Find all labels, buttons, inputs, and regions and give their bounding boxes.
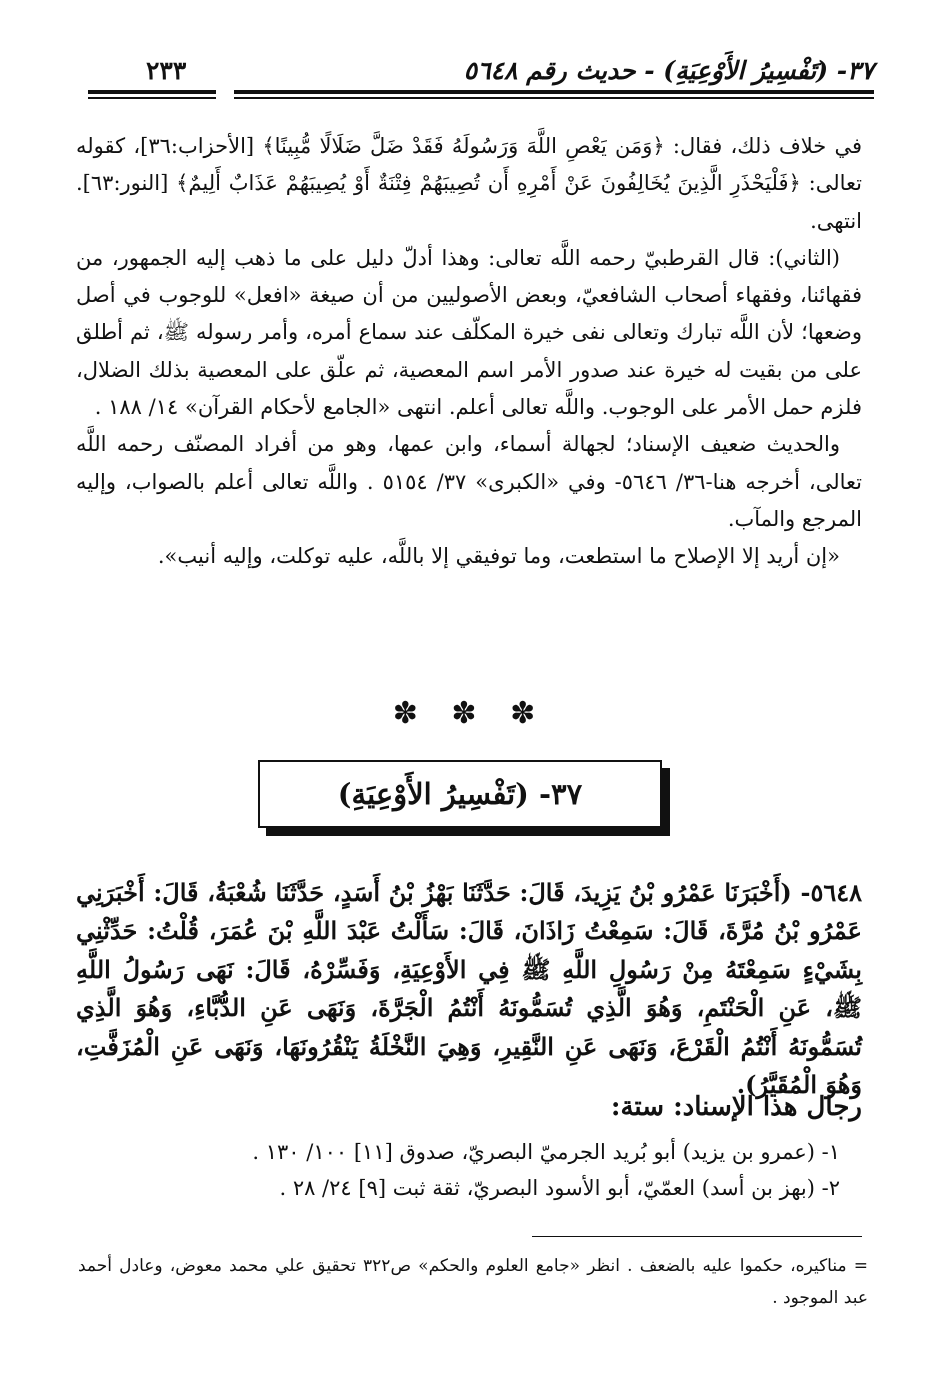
page-header xyxy=(88,54,874,104)
chapter-heading-box xyxy=(258,760,662,828)
page-number: ٢٣٣ xyxy=(146,56,187,85)
footnote xyxy=(78,1250,868,1314)
header-double-rule xyxy=(234,90,874,99)
header-double-rule-short xyxy=(88,90,216,99)
narrators-heading: رجال هذا الإسناد: ستة: xyxy=(610,1092,862,1122)
section-separator: ✽ ✽ ✽ xyxy=(392,696,548,731)
paragraph: في خلاف ذلك، فقال: ﴿وَمَن يَعْصِ اللَّهَ وَرَسُولَهُ فَقَدْ ضَلَّ ضَلَالًا مُّبِينًا﴾ [الأحزاب:٣٦]، كقوله تعالى: ﴿فَلْيَحْذَرِ الَّذِينَ يُخَالِفُونَ عَنْ أَمْرِهِ أَن تُصِيبَهُمْ فِتْنَةٌ أَوْ يُصِيبَهُمْ عَذَابٌ أَلِيمٌ﴾ [النور:٦٣]. انتهى. xyxy=(76,134,862,233)
hadith-text xyxy=(76,874,862,1104)
running-head: ٣٧- (تَفْسِيرُ الأَوْعِيَةِ) - حديث رقم ٥٦٤٨ xyxy=(463,56,874,85)
hadith-paragraph: ٥٦٤٨- (أَخْبَرَنَا عَمْرُو بْنُ يَزِيدَ، قَالَ: حَدَّثَنَا بَهْزُ بْنُ أَسَدٍ، حَدَّثَنَا شُعْبَةُ، قَالَ: أَخْبَرَنِي عَمْرُو بْنُ مُرَّةَ، قَالَ: سَمِعْتُ زَاذَانَ، قَالَ: سَأَلْتُ عَبْدَ اللَّهِ بْنَ عُمَرَ، قُلْتُ: حَدِّثْنِي بِشَيْءٍ سَمِعْتَهُ مِنْ رَسُولِ اللَّهِ ﷺ فِي الأَوْعِيَةِ، وَفَسِّرْهُ، قَالَ: نَهَى رَسُولُ اللَّهِ ﷺ، عَنِ الْحَنْتَمِ، وَهُوَ الَّذِي تُسَمُّونَهُ أَنْتُمُ الْجَرَّةَ، وَنَهَى عَنِ الدُّبَّاءِ، وَهُوَ الَّذِي تُسَمُّونَهُ أَنْتُمُ الْقَرْعَ، وَنَهَى عَنِ النَّقِيرِ، وَهِيَ النَّخْلَةُ يَنْقُرُونَهَا، وَنَهَى عَنِ الْمُزَفَّتِ، وَهُوَ الْمُقَيَّرُ). xyxy=(76,878,863,1100)
paragraph: والحديث ضعيف الإسناد؛ لجهالة أسماء، وابن عمها، وهو من أفراد المصنّف رحمه اللَّه تعالى، أخرجه هنا-٣٦/ ٥٦٤٦- وفي «الكبرى» ٣٧/ ٥١٥٤ . واللَّه تعالى أعلم بالصواب، وإليه المرجع والمآب. xyxy=(76,432,862,531)
narrators-list xyxy=(100,1134,840,1206)
paragraph: «إن أريد إلا الإصلاح ما استطعت، وما توفيقي إلا باللَّه، عليه توكلت، وإليه أنيب». xyxy=(157,544,840,569)
footnote-divider xyxy=(532,1236,862,1237)
chapter-title: ٣٧- (تَفْسِيرُ الأَوْعِيَةِ) xyxy=(337,777,583,811)
paragraph: (الثاني): قال القرطبيّ رحمه اللَّه تعالى: وهذا أدلّ دليل على ما ذهب إليه الجمهور، من فقهائنا، وفقهاء أصحاب الشافعيّ، وبعض الأصوليين من أن صيغة «افعل» للوجوب في أصل وضعها؛ لأن اللَّه تبارك وتعالى نفى خيرة المكلّف عند سماع أمره، وأمر رسوله ﷺ، ثم أطلق على من بقيت له خيرة عند صدور الأمر اسم المعصية، ثم علّق على المعصية بذلك الضلال، فلزم حمل الأمر على الوجوب. واللَّه تعالى أعلم. انتهى «الجامع لأحكام القرآن» ١٤/ ١٨٨ . xyxy=(76,245,862,420)
list-item: ٢- (بهز بن أسد) العمّيّ، أبو الأسود البصريّ، ثقة ثبت [٩] ٢٤/ ٢٨ . xyxy=(279,1176,840,1200)
commentary-text xyxy=(76,128,862,576)
list-item: ١- (عمرو بن يزيد) أبو بُريد الجرميّ البصريّ، صدوق [١١] ١٠٠/ ١٣٠ . xyxy=(252,1140,840,1164)
footnote-text: = مناكيره، حكموا عليه بالضعف . انظر «جامع العلوم والحكم» ص٣٢٢ تحقيق علي محمد معوض، وعادل أحمد عبد الموجود . xyxy=(78,1256,869,1308)
